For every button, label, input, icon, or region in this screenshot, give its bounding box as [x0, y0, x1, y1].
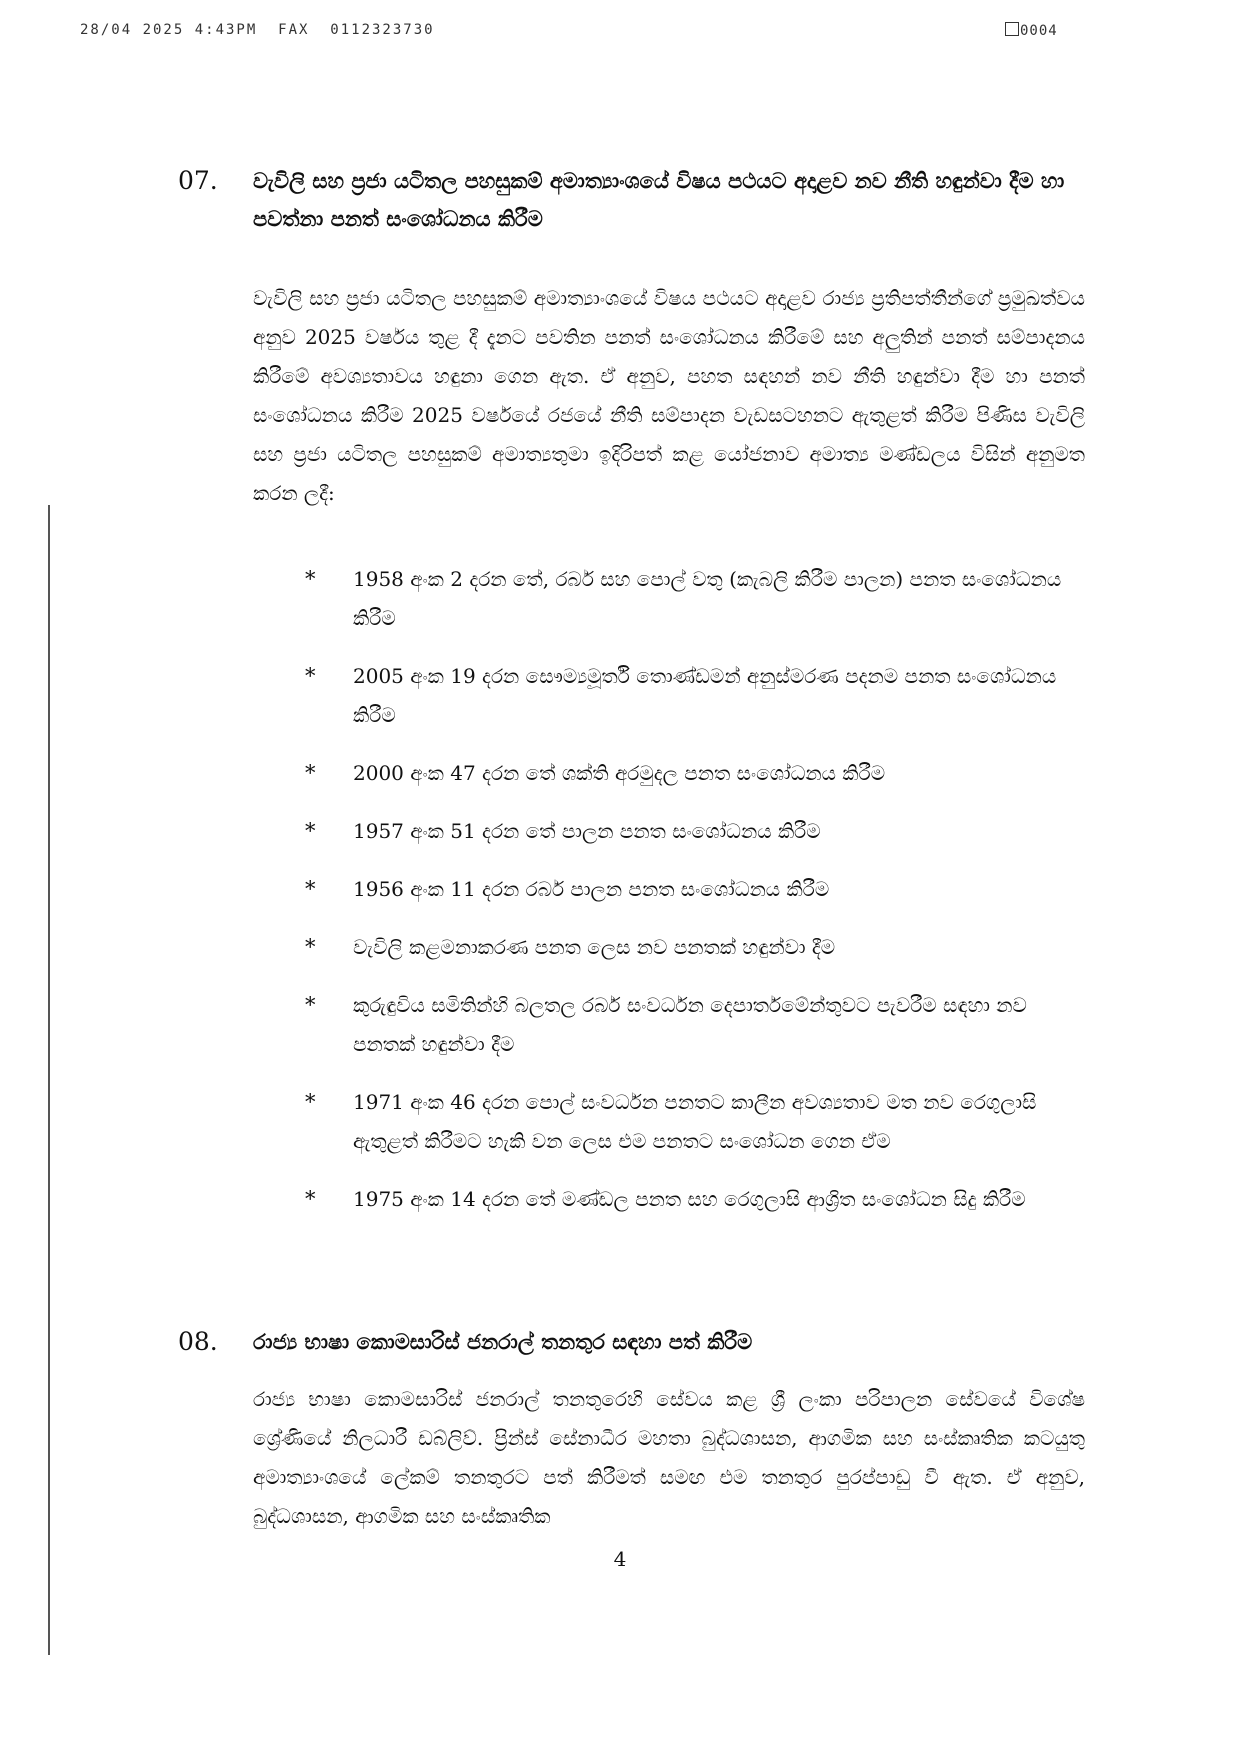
list-item-text: 2000 අංක 47 දරන තේ ශක්ති අරමුදල පනත සංශෝධනය කිරීම — [353, 761, 886, 785]
bullet-mark: * — [305, 993, 316, 1017]
list-item-text: 2005 අංක 19 දරන සෞම්‍යමූර්ති තොණ්ඩමන් අනුස්මරණ පදනම පනත සංශෝධනය කිරීම — [353, 664, 1057, 727]
list-item-text: කුරුඳුවිය සමිතින්හි බලතල රබර් සංවර්ධන දෙපාර්තමේන්තුවට පැවරීම සඳහා නව පනතක් හඳුන්වා දීම — [353, 993, 1027, 1056]
list-item — [305, 754, 1085, 793]
list-item-text: 1957 අංක 51 දරන තේ පාලන පනත සංශෝධනය කිරීම — [353, 819, 821, 843]
checkbox-icon — [1005, 22, 1019, 36]
section-title: රාජ්‍ය භාෂා කොමසාරිස් ජනරාල් තනතුර සඳහා පත් කිරීම — [253, 1329, 753, 1354]
section-paragraph: රාජ්‍ය භාෂා කොමසාරිස් ජනරාල් තනතුරෙහි සේවය කළ ශ්‍රී ලංකා පරිපාලන සේවයේ විශේෂ ශ්‍රේණියේ නිලධාරී ඩබ්ලිව්. ප්‍රින්ස් සේනාධීර මහතා බුද්ධශාසන, ආගමික සහ සංස්කෘතික කටයුතු අමාත්‍යාංශයේ ලේකම් තනතුරට පත් කිරීමත් සමඟ එම තනතුර පුරප්පාඩු වී ඇත. ඒ අනුව, බුද්ධශාසන, ආගමික සහ සංස්කෘතික — [253, 1387, 1085, 1528]
page-number: 4 — [613, 1547, 627, 1571]
section-number: 07. — [178, 166, 218, 195]
fax-header: 28/04 2025 4:43PM FAX 0112323730 — [80, 22, 435, 38]
bullet-mark: * — [305, 761, 316, 785]
list-item — [305, 1180, 1085, 1219]
list-item-text: 1958 අංක 2 දරන තේ, රබර් සහ පොල් වතු (කැබලි කිරීම පාලන) පනත සංශෝධනය කිරීම — [353, 567, 1062, 630]
section-paragraph: වැවිලි සහ ප්‍රජා යටිතල පහසුකම් අමාත්‍යාංශයේ විෂය පථයට අදාළව රාජ්‍ය ප්‍රතිපත්තීන්ගේ ප්‍රමුඛත්වය අනුව 2025 වර්ෂය තුළ දී දැනට පවතින පනත් සංශෝධනය කිරීමේ සහ අලුතින් පනත් සම්පාදනය කිරීමේ අවශ්‍යතාවය හඳුනා ගෙන ඇත. ඒ අනුව, පහත සඳහන් නව නීති හඳුන්වා දීම හා පනත් සංශෝධනය කිරීම 2025 වර්ෂයේ රජයේ නීති සම්පාදන වැඩසටහනට ඇතුළත් කිරීම පිණිස වැවිලි සහ ප්‍රජා යටිතල පහසුකම් අමාත්‍යතුමා ඉදිරිපත් කළ යෝජනාව අමාත්‍ය මණ්ඩලය විසින් අනුමත කරන ලදී: — [253, 286, 1085, 505]
list-item — [305, 560, 1085, 638]
bullet-mark: * — [305, 1090, 316, 1114]
bullet-mark: * — [305, 664, 316, 688]
bullet-list — [305, 560, 1085, 1238]
bullet-mark: * — [305, 1187, 316, 1211]
bullet-mark: * — [305, 567, 316, 591]
section-title: වැවිලි සහ ප්‍රජා යටිතල පහසුකම් අමාත්‍යාංශයේ විෂය පථයට අදාළව නව නීති හඳුන්වා දීම හා පවත්නා පනත් සංශෝධනය කිරීම — [253, 168, 1065, 231]
list-item-text: 1975 අංක 14 දරන තේ මණ්ඩල පනත සහ රෙගුලාසි ආශ්‍රිත සංශෝධන සිදු කිරීම — [353, 1187, 1026, 1211]
list-item — [305, 870, 1085, 909]
list-item — [305, 657, 1085, 735]
list-item — [305, 812, 1085, 851]
fax-page-id — [1005, 22, 1058, 39]
list-item-text: 1971 අංක 46 දරන පොල් සංවර්ධන පනතට කාලීන අවශ්‍යතාව මත නව රෙගුලාසි ඇතුළත් කිරීමට හැකි වන ලෙස එම පනතට සංශෝධන ගෙන ඒම — [353, 1090, 1037, 1153]
bullet-mark: * — [305, 935, 316, 959]
fax-page-number: 0004 — [1020, 23, 1058, 39]
list-item-text: 1956 අංක 11 දරන රබර් පාලන පනත සංශෝධනය කිරීම — [353, 877, 830, 901]
list-item — [305, 928, 1085, 967]
section-number: 08. — [178, 1327, 218, 1356]
scan-margin-line — [48, 505, 50, 1655]
list-item — [305, 986, 1085, 1064]
list-item — [305, 1083, 1085, 1161]
list-item-text: වැවිලි කළමනාකරණ පනත ලෙස නව පනතක් හඳුන්වා දීම — [353, 935, 836, 959]
bullet-mark: * — [305, 819, 316, 843]
bullet-mark: * — [305, 877, 316, 901]
